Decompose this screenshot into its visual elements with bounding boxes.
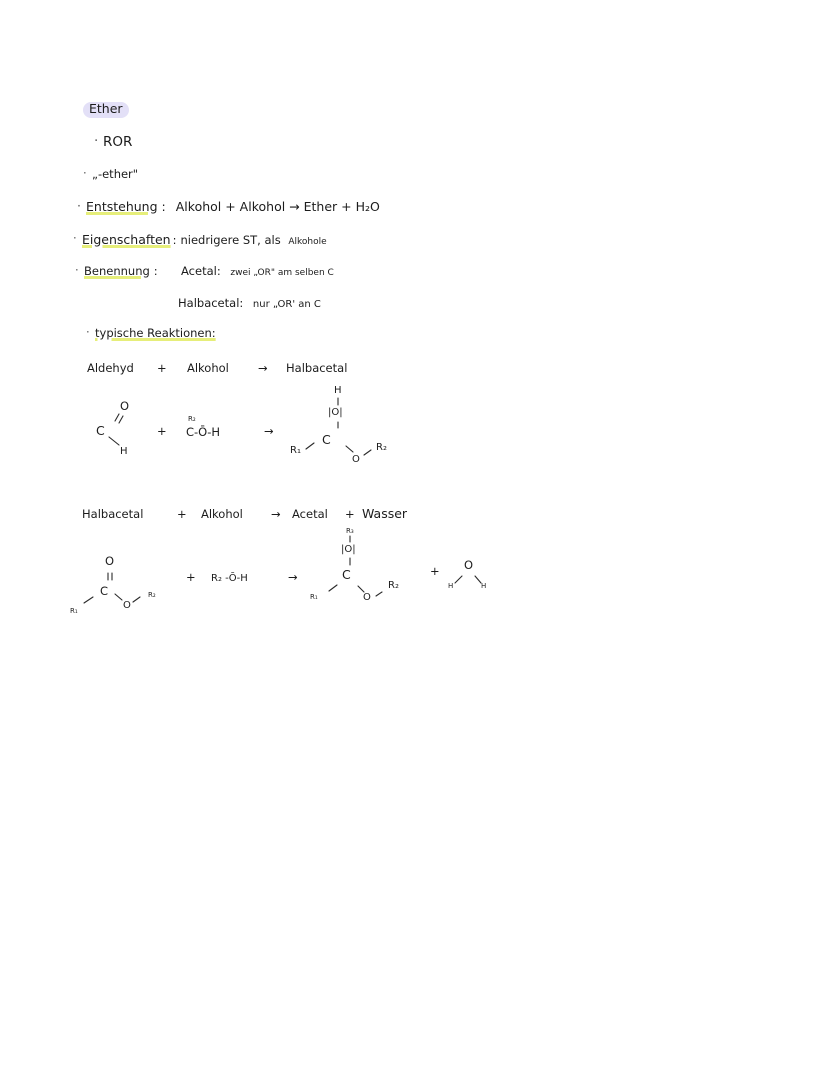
r2-struct-arrow: → — [288, 570, 298, 584]
halbacetal-r2: R₂ — [148, 591, 156, 599]
r1-struct-plus: + — [157, 424, 167, 438]
reaktionen-label: typische Reaktionen: — [95, 326, 216, 340]
benennung-colon: : — [153, 264, 158, 278]
halbacetal-r1: R₁ — [70, 607, 78, 615]
formula-text: ROR — [103, 134, 133, 150]
product1-o: O — [352, 454, 360, 465]
r2-product1: Acetal — [292, 507, 328, 521]
r2-arrow: → — [271, 507, 281, 521]
suffix-text: „-ether" — [92, 167, 139, 181]
eigenschaften-colon: : — [172, 233, 177, 247]
r2-reactant2: Alkohol — [201, 507, 243, 521]
eigenschaften-text: niedrigere ST, als — [180, 233, 281, 247]
r1-reactant1: Aldehyd — [87, 361, 134, 375]
r1-arrow: → — [258, 361, 268, 375]
product2-o: O — [363, 592, 371, 603]
aldehyde-o: O — [120, 399, 130, 413]
r2-reactant1: Halbacetal — [82, 507, 144, 521]
halbacetal-label: Halbacetal: — [178, 296, 244, 310]
r2-struct-plus: + — [186, 570, 196, 584]
alcohol1: C-Ō-H — [186, 425, 221, 439]
r2-product2: Wasser — [362, 506, 408, 521]
entstehung-label: Entstehung — [86, 199, 158, 214]
r1-product: Halbacetal — [286, 361, 348, 375]
aldehyde-h: H — [120, 446, 128, 457]
alcohol1-r2: R₂ — [188, 415, 196, 423]
water-o: O — [464, 558, 474, 572]
aldehyde-c: C — [96, 423, 105, 438]
halbacetal-c: C — [100, 584, 109, 598]
product2-r2: R₂ — [388, 580, 399, 591]
water-plus: + — [430, 564, 440, 578]
product1-r1: R₁ — [290, 445, 301, 456]
entstehung-colon: : — [161, 199, 166, 214]
water-h1: H — [448, 582, 454, 590]
product2-r1: R₁ — [310, 593, 318, 601]
eigenschaften-small: Alkohole — [288, 237, 327, 247]
r1-plus: + — [157, 361, 167, 375]
r2-plus: + — [177, 507, 187, 521]
entstehung-text: Alkohol + Alkohol → Ether + H₂O — [175, 199, 380, 214]
alcohol2: R₂ -Ō-H — [211, 573, 248, 584]
product1-h: H — [334, 385, 342, 396]
halbacetal-o2: O — [123, 600, 131, 611]
product2-c: C — [342, 567, 351, 582]
halbacetal-text: nur „OR' an C — [252, 299, 321, 310]
acetal-text: zwei „OR" am selben C — [230, 268, 334, 278]
product1-c: C — [322, 432, 331, 447]
r1-reactant2: Alkohol — [187, 361, 229, 375]
benennung-label: Benennung — [84, 264, 150, 278]
water-h2: H — [481, 582, 487, 590]
title-text: Ether — [89, 101, 123, 116]
halbacetal-o: O — [105, 554, 115, 568]
product2-oh: |O| — [341, 544, 356, 555]
product1-r2: R₂ — [376, 442, 387, 453]
r2-plus2: + — [345, 507, 355, 521]
eigenschaften-label: Eigenschaften — [82, 232, 171, 247]
product2-r3: R₃ — [346, 527, 354, 535]
product1-oh: |O| — [328, 407, 343, 418]
r1-struct-arrow: → — [264, 424, 274, 438]
acetal-label: Acetal: — [181, 264, 221, 278]
